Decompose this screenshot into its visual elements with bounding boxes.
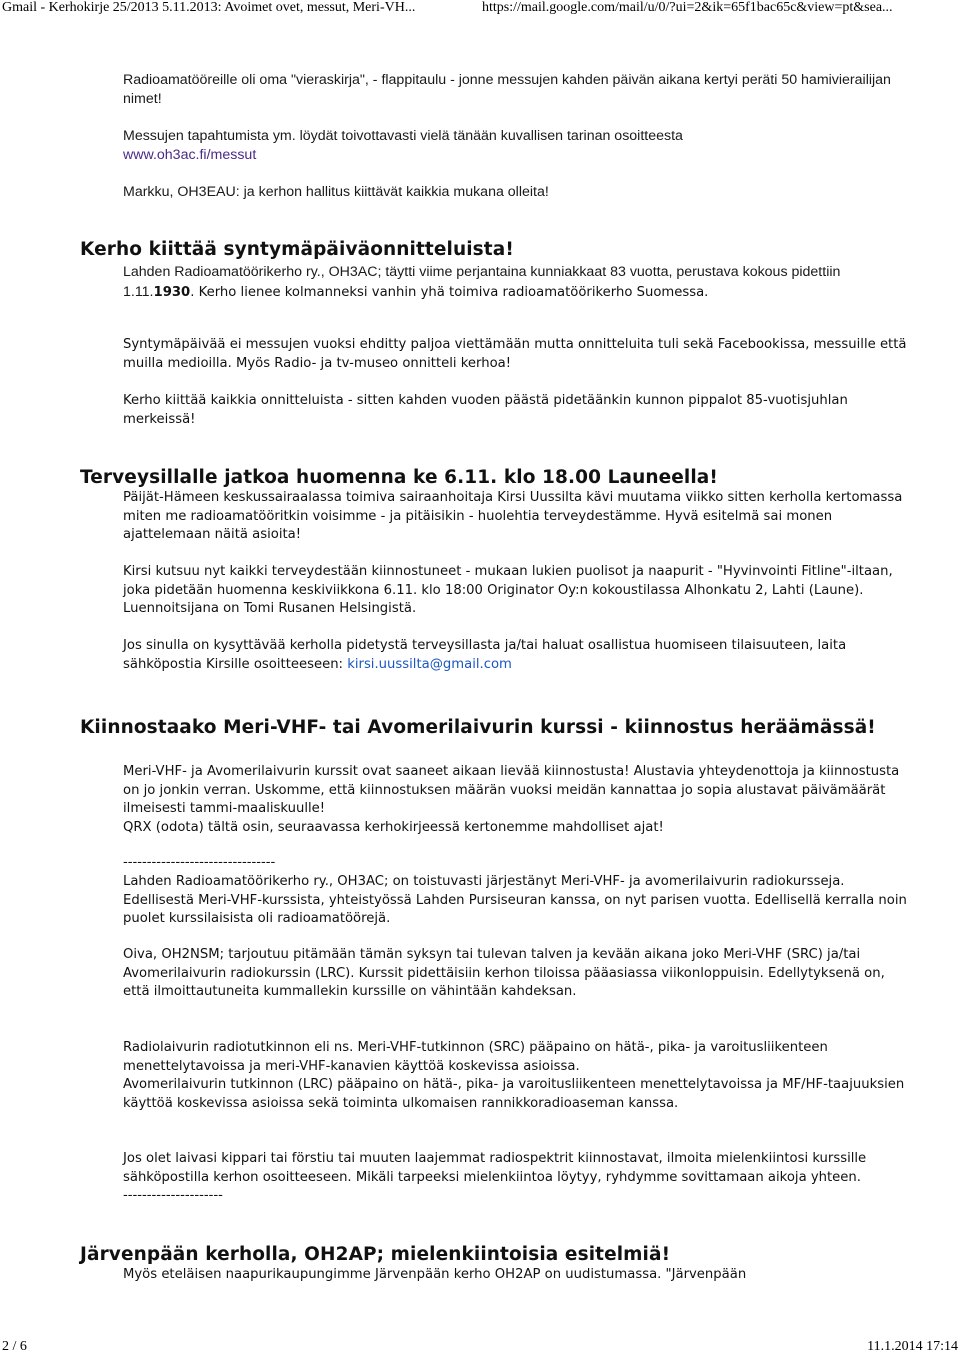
print-header-title: Gmail - Kerhokirje 25/2013 5.11.2013: Avoimet ovet, messut, Meri-VH...: [2, 0, 416, 15]
health-paragraph-2: Kirsi kutsuu nyt kaikki terveydestään kiinnostuneet - mukaan lukien puolisot ja naapurit - "Hyvinvointi Fitline"-iltaan, joka pidetään huomenna keskiviikkona 6.11. klo 18:00 Originator Oy:n kokoustilassa Alhonkatu 2, Lahti (Laune). Luennoitsijana on Tomi Rusanen Helsingistä.: [123, 564, 893, 616]
intro-paragraph-guestbook: Radioamatööreille oli oma "vieraskirja", - flappitaulu - jonne messujen kahden päivän aikana kertyi peräti 50 hamivierailijan nimet!: [123, 72, 891, 107]
messut-link[interactable]: www.oh3ac.fi/messut: [123, 146, 257, 163]
intro-messut-text: Messujen tapahtumista ym. löydät toivottavasti vielä tänään kuvallisen tarinan osoitteesta: [123, 128, 683, 144]
section-title-birthday: Kerho kiittää syntymäpäiväonnitteluista!: [80, 239, 514, 260]
marine-separator-2: ---------------------: [123, 1188, 223, 1203]
page-number: 2 / 6: [2, 1339, 27, 1354]
birthday-p1-year: 1930: [153, 284, 191, 300]
section-title-health-evening: Terveysillalle jatkoa huomenna ke 6.11. klo 18.00 Launeella!: [80, 467, 718, 488]
jarvenpaa-paragraph-1: Myös eteläisen naapurikaupungimme Järvenpään kerho OH2AP on uudistumassa. "Järvenpään: [123, 1267, 747, 1282]
marine-paragraph-5: [123, 1150, 913, 1206]
intro-paragraph-messut: [123, 127, 913, 164]
marine-p1-text: Meri-VHF- ja Avomerilaivurin kurssit ovat saaneet aikaan lievää kiinnostusta! Alustavia yhteydenottoja ja kiinnostusta on jo jonkin verran. Uskomme, että kiinnostuksen määrän vuoksi meidän kannattaa jo sopia alustavat päivämäärät ilmeisesti tammi-maaliskuulle!: [123, 764, 900, 816]
section-title-marine-courses: Kiinnostaako Meri-VHF- tai Avomerilaivurin kurssi - kiinnostus heräämässä!: [80, 717, 876, 738]
birthday-paragraph-1: [123, 263, 913, 302]
marine-separator-1: --------------------------------: [123, 855, 276, 870]
marine-p4-text: Radiolaivurin radiotutkinnon eli ns. Meri-VHF-tutkinnon (SRC) pääpaino on hätä-, pika- ja varoitusliikenteen menettelytavoissa ja meri-VHF-kanavien käyttöä koskevissa asioissa.: [123, 1040, 828, 1074]
marine-paragraph-4: [123, 1039, 913, 1113]
print-header: [0, 0, 960, 16]
section-title-jarvenpaa: Järvenpään kerholla, OH2AP; mielenkiintoisia esitelmiä!: [80, 1244, 671, 1265]
marine-paragraph-3: Oiva, OH2NSM; tarjoutuu pitämään tämän syksyn tai tulevan talven ja kevään aikana joko Meri-VHF (SRC) ja/tai Avomerilaivurin radiokurssin (LRC). Kurssit pidettäisiin kerhon tiloissa pääasiassa viikonloppuisin. Edellytyksenä on, että ilmoittautuneita kummallekin kurssille on vähintään kahdeksan.: [123, 947, 885, 999]
health-p3-text: Jos sinulla on kysyttävää kerholla pidetystä terveysillasta ja/tai haluat osallistua huomiseen tilaisuuteen, laita sähköpostia Kirsille osoitteeseen:: [123, 638, 847, 672]
marine-paragraph-2: Lahden Radioamatöörikerho ry., OH3AC; on toistuvasti järjestänyt Meri-VHF- ja avomerilaivurin radiokursseja. Edellisestä Meri-VHF-kurssista, yhteistyössä Lahden Pursiseuran kanssa, on nyt parisen vuotta. Edellisellä kerralla noin puolet kurssilaisista oli radioamatöörejä.: [123, 874, 907, 926]
print-footer: [0, 1339, 960, 1355]
marine-paragraph-1: [123, 763, 913, 837]
marine-p5-text: Jos olet laivasi kippari tai förstiu tai muuten laajemmat radiospektrit kiinnostavat, ilmoita mielenkiintosi kurssille sähköpostilla kerhon osoitteeseen. Mikäli tarpeeksi mielenkiintoa löytyy, ryhdymme sovittamaan aikoja yhteen.: [123, 1151, 867, 1185]
birthday-p1-text-b: . Kerho lienee kolmanneksi vanhin yhä toimiva radioamatöörikerho Suomessa.: [190, 284, 709, 300]
birthday-paragraph-2: Syntymäpäivää ei messujen vuoksi ehditty paljoa viettämään mutta onnitteluita tuli sekä Facebookissa, messuille että muilla medioilla. Myös Radio- ja tv-museo onnitteli kerhoa!: [123, 337, 907, 371]
print-header-url: https://mail.google.com/mail/u/0/?ui=2&ik=65f1bac65c&view=pt&sea...: [482, 0, 893, 15]
marine-p1b-text: QRX (odota) tältä osin, seuraavassa kerhokirjeessä kertonemme mahdolliset ajat!: [123, 819, 664, 835]
kirsi-email-link[interactable]: kirsi.uussilta@gmail.com: [347, 656, 512, 672]
birthday-p1-text-a: Lahden Radioamatöörikerho ry., OH3AC; täytti viime perjantaina kunniakkaat 83 vuotta, perustava kokous pidettiin 1.11.: [123, 264, 841, 300]
health-paragraph-3: [123, 637, 913, 674]
health-paragraph-1: Päijät-Hämeen keskussairaalassa toimiva sairaanhoitaja Kirsi Uussilta kävi muutama viikko sitten kerholla kertomassa miten me radioamatööritkin voisimme - ja pitäisikin - huolehtia terveydestämme. Hyvä esitelmä sai monen ajattelemaan näitä asioita!: [123, 490, 903, 542]
print-datetime: 11.1.2014 17:14: [867, 1339, 958, 1354]
birthday-paragraph-3: Kerho kiittää kaikkia onnitteluista - sitten kahden vuoden päästä pidetäänkin kunnon pippalot 85-vuotisjuhlan merkeissä!: [123, 393, 848, 427]
intro-paragraph-thanks: Markku, OH3EAU: ja kerhon hallitus kiittävät kaikkia mukana olleita!: [123, 184, 549, 200]
marine-p4b-text: Avomerilaivurin tutkinnon (LRC) pääpaino on hätä-, pika- ja varoitusliikenteen menettelytavoissa ja MF/HF-taajuuksien käyttöä koskevissa asioissa sekä toiminta ulkomaisen rannikkoradioaseman kanssa.: [123, 1077, 905, 1111]
